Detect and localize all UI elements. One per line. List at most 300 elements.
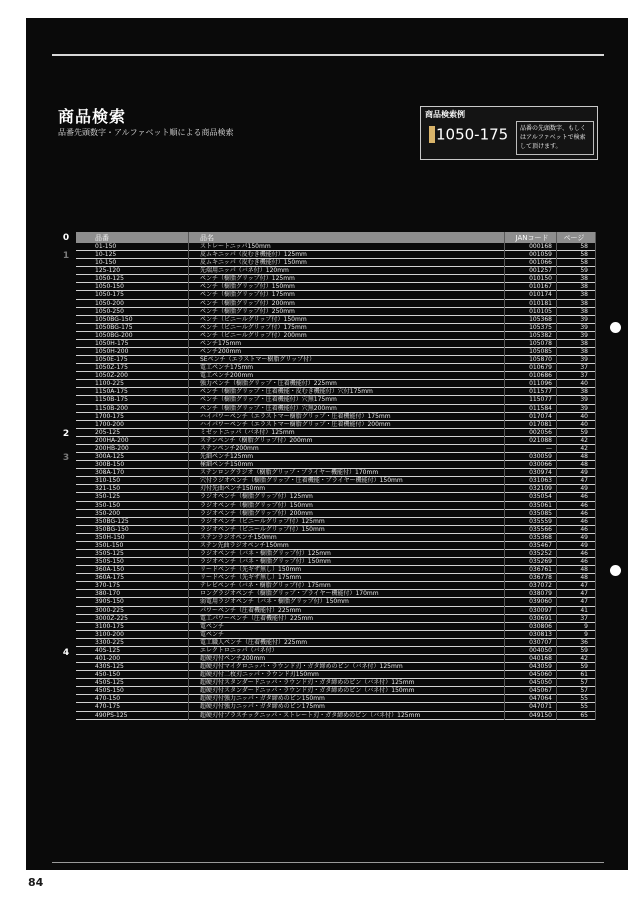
row-jan: 011577 — [529, 388, 552, 396]
row-name: テレビペンチ（バネ・樹脂グリップ付）175mm — [200, 582, 331, 590]
row-jan: 010679 — [529, 364, 552, 372]
row-code: 1700-175 — [95, 412, 124, 420]
row-page: 42 — [580, 444, 588, 452]
row-code: 350H-150 — [95, 533, 125, 541]
row-page: 37 — [580, 614, 588, 622]
row-code: 40S-125 — [95, 646, 121, 654]
row-page: 58 — [580, 243, 588, 250]
row-page: 46 — [580, 509, 588, 517]
row-name: リードペンチ（先ギザ無し）175mm — [200, 574, 302, 582]
index-tab: 1 — [62, 251, 70, 262]
binder-hole — [610, 565, 621, 576]
row-jan: 004050 — [529, 646, 552, 654]
table-row — [76, 324, 596, 332]
row-name: 穴付ラジオペンチ（樹脂グリップ・圧着機能・プライヤー機能付）150mm — [200, 477, 403, 485]
row-name: ラジオペンチ（ビニールグリップ付）150mm — [200, 525, 325, 533]
row-page: 42 — [580, 654, 588, 662]
row-page: 41 — [580, 606, 588, 614]
row-jan: 011096 — [529, 380, 552, 388]
row-name: 超硬刃付強力ニッパ・ガタ締めのピン150mm — [200, 695, 325, 703]
table-row — [76, 291, 596, 299]
row-page: 38 — [580, 283, 588, 291]
row-jan: 011584 — [529, 404, 552, 412]
table-row — [76, 542, 596, 550]
row-page: 47 — [580, 590, 588, 598]
row-code: 1150B-175 — [95, 396, 129, 404]
row-name: 電ペンチ — [200, 630, 225, 638]
row-code: 1050H-200 — [95, 348, 129, 356]
row-name: 強力ペンチ（樹脂グリップ・圧着機能付）225mm — [200, 380, 337, 388]
table-header — [76, 232, 596, 243]
row-code: 470-175 — [95, 703, 121, 711]
example-number-wrap — [429, 124, 508, 146]
row-jan: 037072 — [529, 582, 552, 590]
row-name: ハイパワーペンチ（エラストマー樹脂グリップ・圧着機能付）175mm — [200, 412, 391, 420]
row-page: 49 — [580, 469, 588, 477]
row-name: ステンペンチ200mm — [200, 444, 259, 452]
binder-hole — [610, 322, 621, 333]
row-code: 3300-225 — [95, 638, 124, 646]
row-code: 300B-150 — [95, 461, 125, 469]
row-code: 321-150 — [95, 485, 121, 493]
column-divider — [188, 232, 189, 720]
row-code: 1050-200 — [95, 299, 124, 307]
row-name: ラジオペンチ（バネ・樹脂グリップ付）125mm — [200, 549, 331, 557]
row-jan: 030974 — [529, 469, 552, 477]
row-code: 1050BG-150 — [95, 315, 133, 323]
table-row — [76, 493, 596, 501]
row-jan: 040168 — [529, 654, 552, 662]
row-name: ペンチ（樹脂グリップ付）125mm — [200, 275, 295, 283]
row-code: 350S-125 — [95, 549, 124, 557]
row-code: 1150B-200 — [95, 404, 129, 412]
row-code: 1050E-175 — [95, 356, 128, 364]
row-code: 430S-125 — [95, 663, 124, 671]
row-jan: 035566 — [529, 525, 552, 533]
row-page: 49 — [580, 533, 588, 541]
table-row — [76, 623, 596, 631]
row-code: 300A-125 — [95, 453, 125, 461]
row-jan: 035467 — [529, 541, 552, 549]
row-name: ストレートニッパ150mm — [200, 243, 271, 250]
row-code: 1050-150 — [95, 283, 124, 291]
table-row — [76, 356, 596, 364]
row-jan: 030097 — [529, 606, 552, 614]
row-page: 49 — [580, 485, 588, 493]
row-page: 59 — [580, 428, 588, 436]
row-jan: 036778 — [529, 574, 552, 582]
row-page: 39 — [580, 315, 588, 323]
row-jan: 035368 — [529, 533, 552, 541]
search-example-box — [420, 106, 598, 160]
row-jan: 035085 — [529, 509, 552, 517]
row-name: パワーペンチ（圧着機能付）225mm — [200, 606, 302, 614]
row-jan: 017074 — [529, 412, 552, 420]
row-code: 450S-150 — [95, 687, 124, 695]
table-row — [76, 405, 596, 413]
row-code: 1050-250 — [95, 307, 124, 315]
row-code: 1700-200 — [95, 420, 124, 428]
row-page: 47 — [580, 477, 588, 485]
row-page: 48 — [580, 574, 588, 582]
row-code: 370-175 — [95, 582, 121, 590]
row-name: ペンチ175mm — [200, 339, 242, 347]
row-code: 310-150 — [95, 477, 121, 485]
row-jan: 105375 — [529, 323, 552, 331]
table-row — [76, 598, 596, 606]
table-row — [76, 687, 596, 695]
row-name: ペンチ200mm — [200, 348, 242, 356]
row-page: 38 — [580, 339, 588, 347]
row-page: 39 — [580, 323, 588, 331]
row-jan: 000168 — [529, 243, 552, 250]
row-page: 46 — [580, 549, 588, 557]
table-row — [76, 243, 596, 251]
row-name: 電工ペンチ175mm — [200, 364, 254, 372]
row-name: SEペンチ（エラストマー樹脂グリップ付） — [200, 356, 316, 364]
table-body — [76, 243, 596, 720]
row-page: 36 — [580, 638, 588, 646]
row-name: リードペンチ（先ギザ無し）150mm — [200, 566, 302, 574]
row-name: 超硬刃付スタンダードニッパ・ラウンド刃・ガタ締めのピン（バネ付）150mm — [200, 687, 415, 695]
row-code: 350BG-125 — [95, 517, 129, 525]
table-row — [76, 695, 596, 703]
page-subtitle: 品番先頭数字・アルファベット順による商品検索 — [58, 128, 234, 137]
row-code: 350BG-150 — [95, 525, 129, 533]
row-jan: 038079 — [529, 590, 552, 598]
row-jan: 105078 — [529, 339, 552, 347]
table-row — [76, 712, 596, 720]
row-code: 3000-225 — [95, 606, 124, 614]
row-jan: 010167 — [529, 283, 552, 291]
row-name: ステン先曲ラジオペンチ150mm — [200, 541, 289, 549]
table-row — [76, 550, 596, 558]
table-row — [76, 526, 596, 534]
table-row — [76, 558, 596, 566]
row-code: 360A-150 — [95, 566, 125, 574]
row-name: ラジオペンチ（樹脂グリップ付）200mm — [200, 509, 313, 517]
table-row — [76, 518, 596, 526]
row-code: 308A-170 — [95, 469, 125, 477]
row-jan: 105085 — [529, 348, 552, 356]
table-row — [76, 607, 596, 615]
row-jan: 047064 — [529, 695, 552, 703]
row-page: 42 — [580, 436, 588, 444]
row-code: 1150A-175 — [95, 388, 128, 396]
row-jan: 002056 — [529, 428, 552, 436]
row-page: 38 — [580, 291, 588, 299]
row-name: ステンペンチ（樹脂グリップ付）200mm — [200, 436, 313, 444]
row-code: 360A-175 — [95, 574, 125, 582]
row-name: 超硬刃付ペンチ200mm — [200, 654, 266, 662]
row-jan: 035269 — [529, 558, 552, 566]
row-page: 55 — [580, 703, 588, 711]
column-divider — [556, 232, 557, 720]
row-code: 200HA-200 — [95, 436, 129, 444]
row-jan: 043059 — [529, 663, 552, 671]
highlight-mark — [429, 126, 435, 143]
table-row — [76, 574, 596, 582]
row-page: 58 — [580, 251, 588, 259]
table-row — [76, 461, 596, 469]
row-page: 48 — [580, 461, 588, 469]
table-row — [76, 485, 596, 493]
row-code: 3100-200 — [95, 630, 124, 638]
row-jan: 036761 — [529, 566, 552, 574]
row-page: 55 — [580, 695, 588, 703]
row-name: 超硬刃付マイクロニッパ・ラウンド刃・ガタ締めのピン（バネ付）125mm — [200, 663, 403, 671]
row-jan: 030806 — [529, 622, 552, 630]
row-page: 59 — [580, 267, 588, 275]
row-name: ペンチ（樹脂グリップ・圧着機能付）穴無200mm — [200, 404, 337, 412]
row-code: 401-200 — [95, 654, 121, 662]
row-jan: 032109 — [529, 485, 552, 493]
row-page: 46 — [580, 517, 588, 525]
row-code: 1050BG-200 — [95, 331, 133, 339]
row-name: ペンチ（樹脂グリップ付）200mm — [200, 299, 295, 307]
row-name: ペンチ（樹脂グリップ・圧着機能付）穴無175mm — [200, 396, 337, 404]
page-number: 84 — [28, 876, 44, 889]
row-code: 350-125 — [95, 493, 121, 501]
row-code: 350L-150 — [95, 541, 124, 549]
row-page: 59 — [580, 663, 588, 671]
header-page: ページ — [563, 234, 585, 242]
row-page: 57 — [580, 687, 588, 695]
row-code: 350-200 — [95, 509, 121, 517]
row-jan: 030707 — [529, 638, 552, 646]
row-name: ラジオペンチ（バネ・樹脂グリップ付）150mm — [200, 558, 331, 566]
table-row — [76, 639, 596, 647]
index-tab: 2 — [62, 429, 70, 440]
row-code: 350S-150 — [95, 558, 124, 566]
row-name: 皮ムキニッパ（皮むき機能付）125mm — [200, 251, 307, 259]
row-jan: 001059 — [529, 251, 552, 259]
row-page: 40 — [580, 412, 588, 420]
row-name: 電工ペンチ200mm — [200, 372, 254, 380]
row-page: 48 — [580, 453, 588, 461]
table-row — [76, 663, 596, 671]
row-code: 10-125 — [95, 251, 117, 259]
row-code: 390S-150 — [95, 598, 124, 606]
row-page: 38 — [580, 307, 588, 315]
row-jan: 001257 — [529, 267, 552, 275]
table-row — [76, 671, 596, 679]
row-name: ラジオペンチ（樹脂グリップ付）125mm — [200, 493, 313, 501]
table-row — [76, 566, 596, 574]
row-page: 38 — [580, 299, 588, 307]
row-jan: 010686 — [529, 372, 552, 380]
row-page: 39 — [580, 331, 588, 339]
row-page: 39 — [580, 396, 588, 404]
column-divider — [595, 232, 596, 720]
row-name: 皮ムキニッパ（皮むき機能付）150mm — [200, 259, 307, 267]
row-jan: 039060 — [529, 598, 552, 606]
row-jan: 115077 — [529, 396, 552, 404]
row-name: 超硬刃付プラスチックニッパ・ストレート刃・ガタ締めのピン（バネ付）125mm — [200, 711, 421, 719]
row-jan: 035559 — [529, 517, 552, 525]
table-row — [76, 615, 596, 623]
table-row — [76, 332, 596, 340]
row-code: 200HB-200 — [95, 444, 129, 452]
row-name: 弱電用ラジオペンチ（バネ・樹脂グリップ付）150mm — [200, 598, 349, 606]
row-page: 40 — [580, 380, 588, 388]
row-name: 電工職人ペンチ（圧着機能付）225mm — [200, 638, 308, 646]
row-jan: 045050 — [529, 679, 552, 687]
row-name: 超硬刃付スタンダードニッパ・ラウンド刃・ガタ締めのピン（バネ付）125mm — [200, 679, 415, 687]
row-code: 350-150 — [95, 501, 121, 509]
row-name: 先細ペンチ125mm — [200, 453, 254, 461]
row-page: 47 — [580, 598, 588, 606]
row-page: 37 — [580, 364, 588, 372]
table-row — [76, 308, 596, 316]
row-jan: 030813 — [529, 630, 552, 638]
row-name: ペンチ（樹脂グリップ付）150mm — [200, 283, 295, 291]
row-page: 47 — [580, 582, 588, 590]
row-jan: 035054 — [529, 493, 552, 501]
row-name: ラジオペンチ（樹脂グリップ付）150mm — [200, 501, 313, 509]
table-row — [76, 316, 596, 324]
row-name: ミゼットニッパ（バネ付）125mm — [200, 428, 295, 436]
table-row — [76, 703, 596, 711]
row-jan: 001066 — [529, 259, 552, 267]
table-row — [76, 283, 596, 291]
column-divider — [504, 232, 505, 720]
row-code: 490PS-125 — [95, 711, 128, 719]
row-name: ペンチ（ビニールグリップ付）200mm — [200, 331, 307, 339]
row-code: 470-150 — [95, 695, 121, 703]
example-label: 商品検索例 — [425, 110, 465, 119]
index-tab: 4 — [62, 647, 70, 658]
table-row — [76, 477, 596, 485]
row-code: 1050BG-175 — [95, 323, 133, 331]
row-code: 1050-125 — [95, 275, 124, 283]
row-page: 58 — [580, 259, 588, 267]
row-code: 01-150 — [95, 243, 117, 250]
row-page: 57 — [580, 679, 588, 687]
row-jan: 017081 — [529, 420, 552, 428]
row-page: 39 — [580, 404, 588, 412]
row-code: 1050Z-200 — [95, 372, 128, 380]
row-name: ペンチ（ビニールグリップ付）175mm — [200, 323, 307, 331]
row-name: ステンロングラジオ（樹脂グリップ・プライヤー機能付）170mm — [200, 469, 379, 477]
row-page: 59 — [580, 646, 588, 654]
table-row — [76, 502, 596, 510]
row-name: ハイパワーペンチ（エラストマー樹脂グリップ・圧着機能付）200mm — [200, 420, 391, 428]
row-jan: 045067 — [529, 687, 552, 695]
row-name: ラジオペンチ（ビニールグリップ付）125mm — [200, 517, 325, 525]
table-row — [76, 445, 596, 453]
product-table — [76, 232, 596, 720]
row-name: エレクトロニッパ（バネ付） — [200, 646, 278, 654]
row-code: 380-170 — [95, 590, 121, 598]
row-name: ペンチ（樹脂グリップ・圧着機能・皮むき機能付）穴付175mm — [200, 388, 373, 396]
bottom-rule — [52, 862, 604, 863]
row-name: ペンチ（樹脂グリップ付）250mm — [200, 307, 295, 315]
top-rule — [52, 54, 604, 56]
row-jan: 105382 — [529, 331, 552, 339]
header-code: 品番 — [95, 234, 109, 242]
row-jan: 045060 — [529, 671, 552, 679]
table-row — [76, 510, 596, 518]
row-page: 40 — [580, 420, 588, 428]
row-code: 1050Z-175 — [95, 364, 128, 372]
row-code: 125-120 — [95, 267, 121, 275]
row-name: ステンラジオペンチ150mm — [200, 533, 277, 541]
row-page: 48 — [580, 566, 588, 574]
table-row — [76, 655, 596, 663]
index-tab: 3 — [62, 453, 70, 464]
table-row — [76, 364, 596, 372]
row-page: 46 — [580, 558, 588, 566]
row-name: 電ペンチ — [200, 622, 225, 630]
table-row — [76, 259, 596, 267]
row-code: 1050-175 — [95, 291, 124, 299]
row-jan: 031063 — [529, 477, 552, 485]
row-code: 3100-175 — [95, 622, 124, 630]
row-code: 205-125 — [95, 428, 121, 436]
row-page: 9 — [584, 622, 588, 630]
row-jan: 010181 — [529, 299, 552, 307]
row-jan: 035252 — [529, 549, 552, 557]
row-page: 39 — [580, 356, 588, 364]
row-name: ロングラジオペンチ（樹脂グリップ・プライヤー機能付）170mm — [200, 590, 379, 598]
table-row — [76, 396, 596, 404]
row-page: 61 — [580, 671, 588, 679]
header-name: 品名 — [200, 234, 214, 242]
table-row — [76, 340, 596, 348]
table-row — [76, 453, 596, 461]
row-name: 極細ペンチ150mm — [200, 461, 254, 469]
row-name: 電工パワーペンチ（圧着機能付）225mm — [200, 614, 314, 622]
row-page: 46 — [580, 525, 588, 533]
row-jan: 047071 — [529, 703, 552, 711]
table-row — [76, 534, 596, 542]
row-name: 超硬刃付強力ニッパ・ガタ締めのピン175mm — [200, 703, 325, 711]
row-page: 46 — [580, 493, 588, 501]
table-row — [76, 300, 596, 308]
table-row — [76, 251, 596, 259]
row-jan: 105870 — [529, 356, 552, 364]
table-row — [76, 348, 596, 356]
row-jan: 010105 — [529, 307, 552, 315]
row-page: 65 — [580, 711, 588, 719]
row-jan: 035061 — [529, 501, 552, 509]
row-page: 38 — [580, 348, 588, 356]
row-code: 1050H-175 — [95, 339, 129, 347]
row-name: ペンチ（樹脂グリップ付）175mm — [200, 291, 295, 299]
row-jan: 030059 — [529, 453, 552, 461]
row-jan: — — [546, 444, 552, 452]
row-jan: 030066 — [529, 461, 552, 469]
table-row — [76, 631, 596, 639]
row-code: 450S-125 — [95, 679, 124, 687]
row-jan: 021088 — [529, 436, 552, 444]
table-row — [76, 437, 596, 445]
row-jan: 010174 — [529, 291, 552, 299]
row-code: 10-150 — [95, 259, 117, 267]
table-row — [76, 421, 596, 429]
row-name: ペンチ（ビニールグリップ付）150mm — [200, 315, 307, 323]
row-page: 9 — [584, 630, 588, 638]
table-row — [76, 413, 596, 421]
row-page: 38 — [580, 388, 588, 396]
table-row — [76, 647, 596, 655]
example-number: 1050-175 — [436, 125, 509, 144]
table-row — [76, 275, 596, 283]
table-row — [76, 429, 596, 437]
row-code: 1100-225 — [95, 380, 124, 388]
row-page: 49 — [580, 541, 588, 549]
